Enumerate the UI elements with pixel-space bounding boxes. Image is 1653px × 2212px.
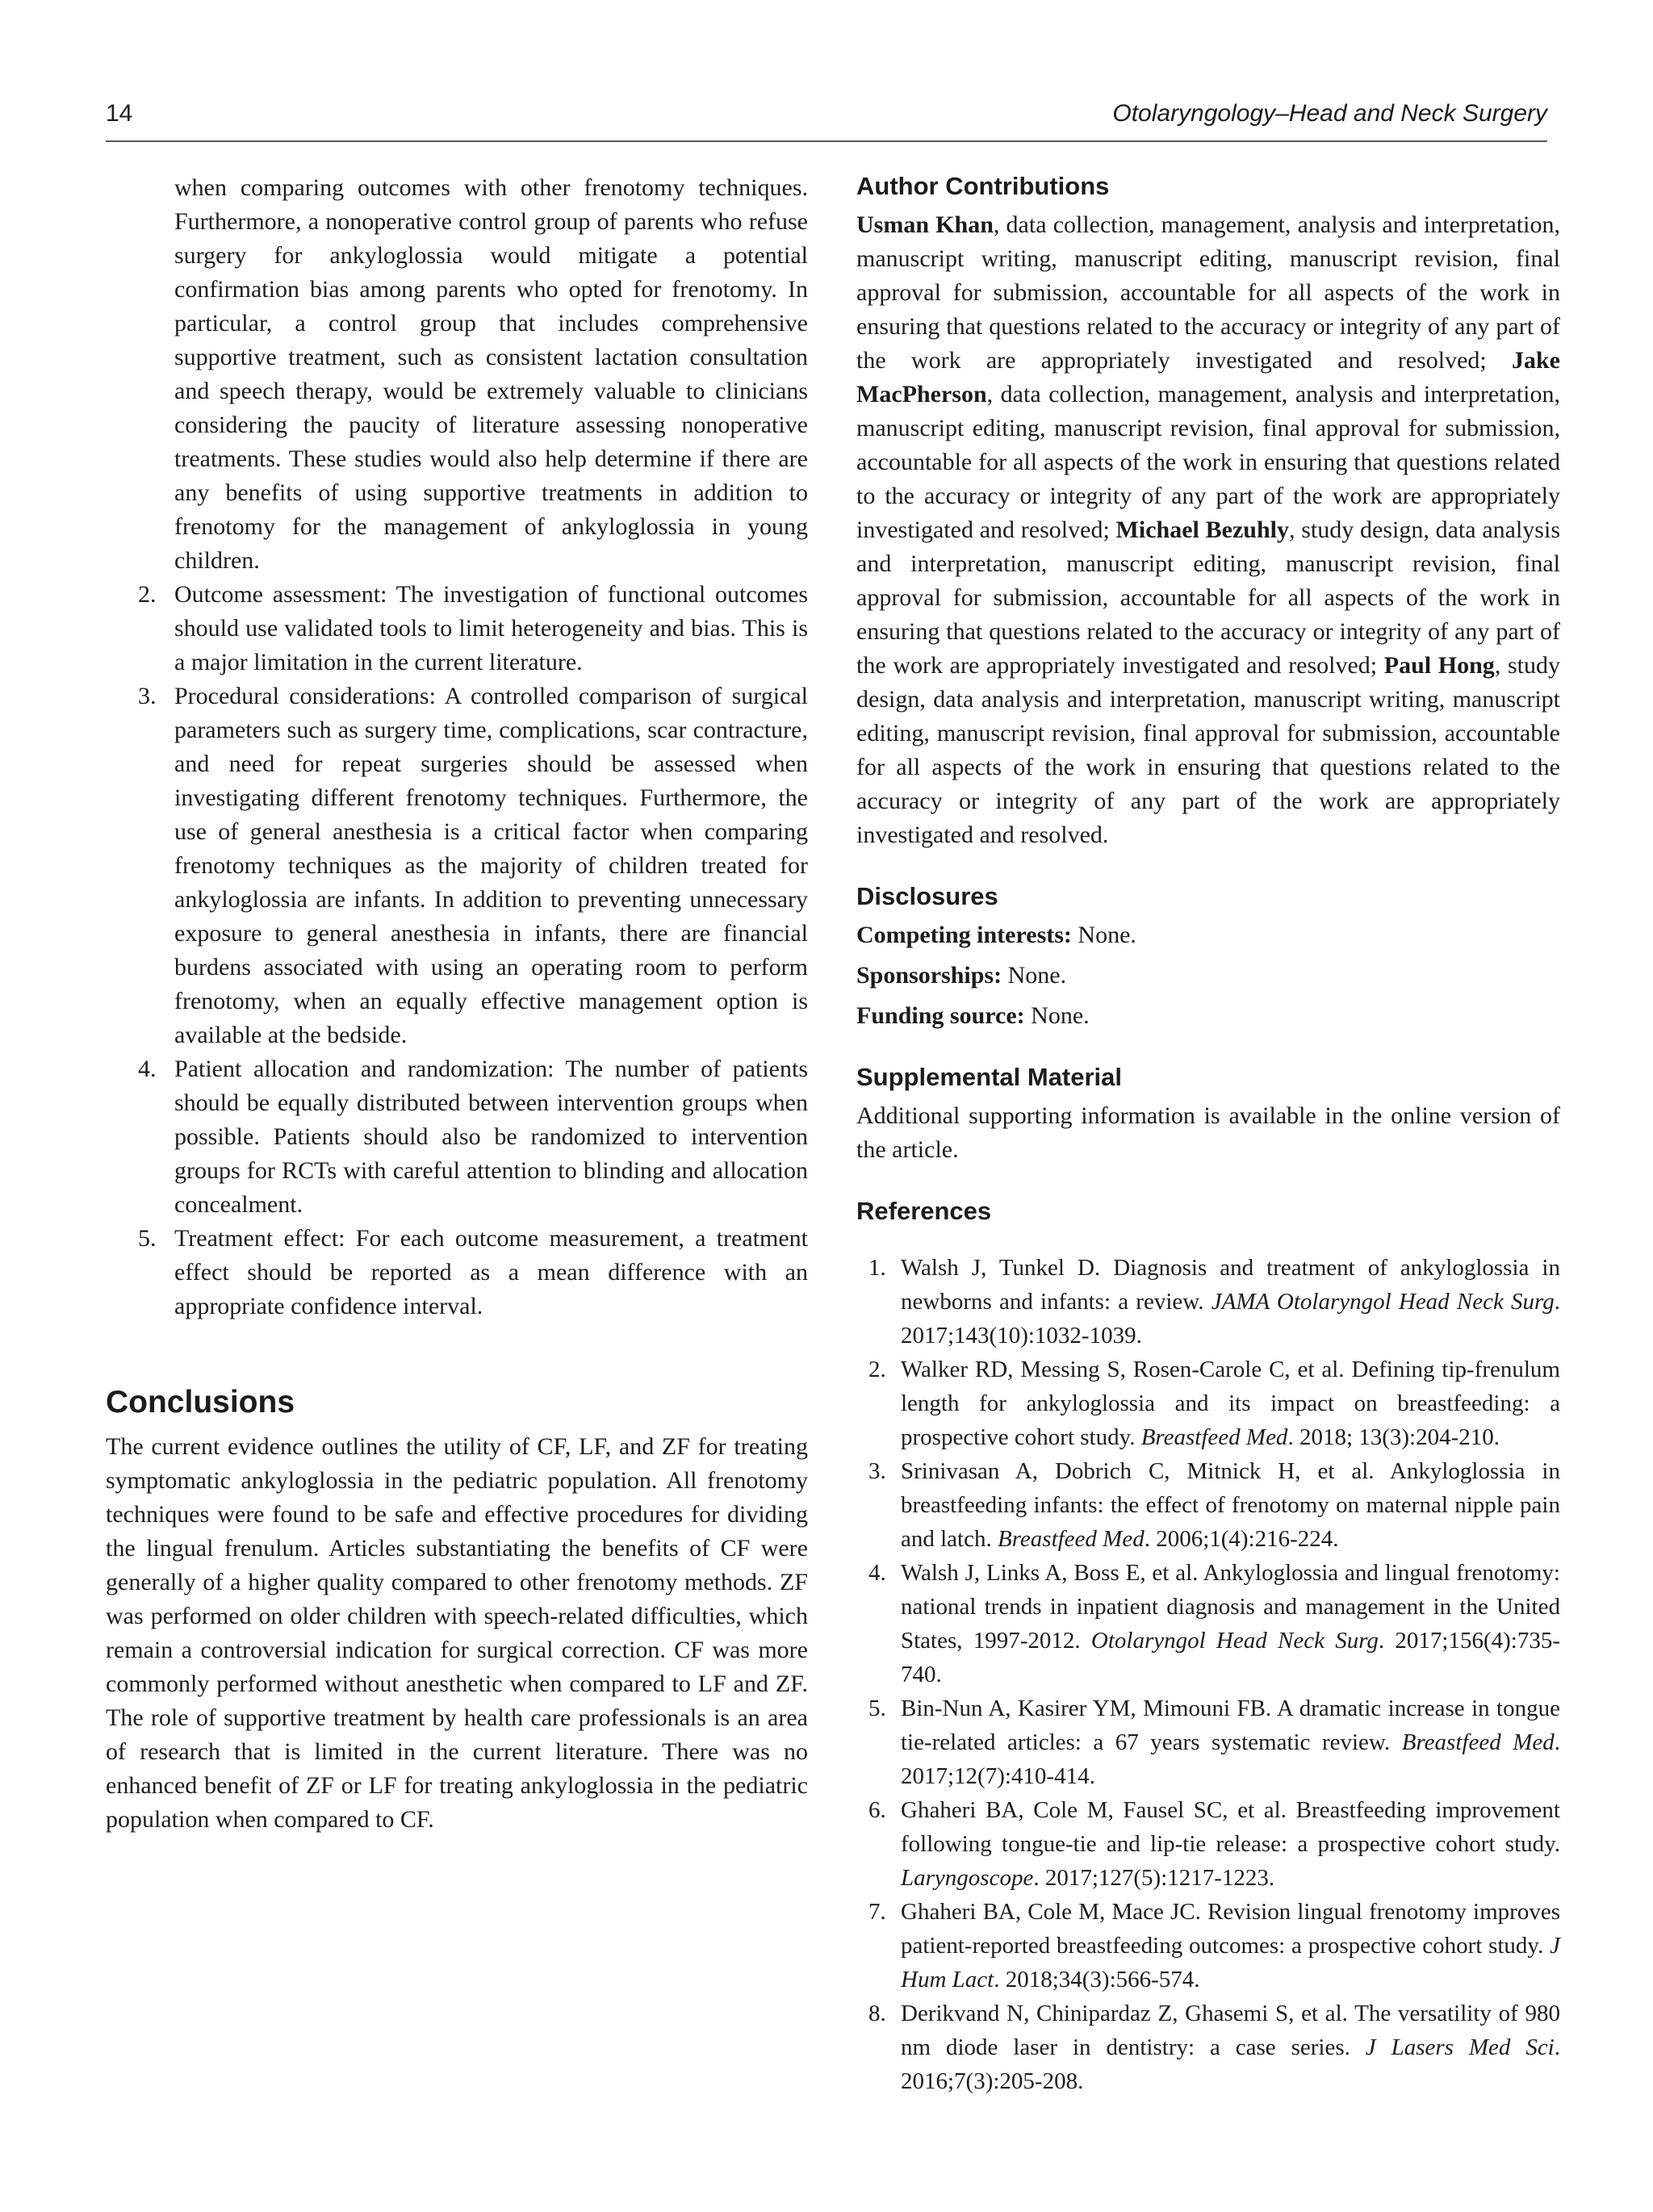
reference-journal: JAMA Otolaryngol Head Neck Surg xyxy=(1211,1289,1555,1315)
author-role: , study design, data analysis and interpretation, manuscript writing, manuscript editing, manuscript revision, final approval for submission, accountable for all aspects of the work in ensuring that questions related to the accuracy or integrity of any part of the work are appropriately investigated and resolved. xyxy=(856,652,1560,848)
list-item-number: 2. xyxy=(138,581,157,608)
list-item-number: 4. xyxy=(138,1056,157,1082)
references-list xyxy=(856,1251,1560,2098)
disclosure-item xyxy=(856,959,1560,993)
reference-text: Ghaheri BA, Cole M, Mace JC. Revision lingual frenotomy improves patient-reported breastfeeding outcomes: a prospective cohort study. xyxy=(901,1899,1560,1959)
reference-number: 1. xyxy=(868,1255,886,1281)
author-contributions-heading: Author Contributions xyxy=(856,172,1110,200)
running-header xyxy=(106,95,1547,142)
disclosure-value: None. xyxy=(1002,962,1067,989)
reference-item xyxy=(856,1556,1560,1691)
list-item xyxy=(106,1052,808,1222)
reference-journal: J Hum Lact xyxy=(901,1933,1560,1992)
reference-item xyxy=(856,1454,1560,1556)
reference-text: Walker RD, Messing S, Rosen-Carole C, et al. Defining tip-frenulum length for ankyloglossia and its impact on breastfeeding: a prospective cohort study. xyxy=(901,1357,1560,1450)
list-item-text: Treatment effect: For each outcome measurement, a treatment effect should be reported as a mean difference with an appropriate confidence interval. xyxy=(174,1225,808,1319)
list-item xyxy=(106,578,808,679)
supplemental-text: Additional supporting information is available in the online version of the article. xyxy=(856,1102,1560,1163)
author-contributions-text xyxy=(856,208,1560,852)
list-item xyxy=(106,679,808,1052)
continued-item-text: when comparing outcomes with other frenotomy techniques. Furthermore, a nonoperative control group of parents who refuse surgery for ankyloglossia would mitigate a potential confirmation bias among parents who opted for frenotomy. In particular, a control group that includes comprehensive supportive treatment, such as consistent lactation consultation and speech therapy, would be extremely valuable to clinicians considering the paucity of literature assessing nonoperative treatments. These studies would also help determine if there are any benefits of using supportive treatments in addition to frenotomy for the management of ankyloglossia in young children. xyxy=(174,174,808,574)
reference-item xyxy=(856,1353,1560,1454)
conclusions-text: The current evidence outlines the utility of CF, LF, and ZF for treating symptomatic ankyloglossia in the pediatric population. All frenotomy techniques were found to be safe and effective procedures for dividing the lingual frenulum. Articles substantiating the benefits of CF were generally of a higher quality compared to other frenotomy methods. ZF was performed on older children with speech-related difficulties, which remain a controversial indication for surgical correction. CF was more commonly performed without anesthetic when compared to LF and ZF. The role of supportive treatment by health care professionals is an area of research that is limited in the current literature. There was no enhanced benefit of ZF or LF for treating ankyloglossia in the pediatric population when compared to CF. xyxy=(106,1433,808,1833)
reference-journal: Breastfeed Med xyxy=(997,1526,1145,1552)
disclosure-item xyxy=(856,999,1560,1033)
author-role: , data collection, management, analysis and interpretation, manuscript editing, manuscript revision, final approval for submission, accountable for all aspects of the work in ensuring that questions related to the accuracy or integrity of any part of the work are appropriately investigated and resolved; xyxy=(856,381,1560,543)
disclosures-list xyxy=(856,918,1560,1033)
reference-item xyxy=(856,1997,1560,2098)
list-item-number: 3. xyxy=(138,683,157,709)
reference-journal: Breastfeed Med xyxy=(1140,1424,1288,1450)
author-role: , data collection, management, analysis and interpretation, manuscript writing, manuscript editing, manuscript revision, final approval for submission, accountable for all aspects of the work in ensuring that questions related to the accuracy or integrity of any part of the work are appropriately investigated and resolved; xyxy=(856,211,1560,374)
reference-item xyxy=(856,1895,1560,1997)
reference-item xyxy=(856,1251,1560,1353)
reference-citation: . 2017;156(4):735-740. xyxy=(901,1628,1560,1687)
reference-item xyxy=(856,1691,1560,1793)
reference-item xyxy=(856,1793,1560,1895)
reference-citation: . 2016;7(3):205-208. xyxy=(901,2034,1560,2094)
reference-citation: . 2006;1(4):216-224. xyxy=(1144,1526,1339,1552)
reference-journal: Laryngoscope xyxy=(901,1865,1034,1891)
reference-journal: Otolaryngol Head Neck Surg xyxy=(1090,1628,1379,1654)
reference-text: Srinivasan A, Dobrich C, Mitnick H, et al. Ankyloglossia in breastfeeding infants: the effect of frenotomy on maternal nipple pain and latch. xyxy=(901,1458,1560,1552)
disclosures-heading: Disclosures xyxy=(856,882,998,910)
list-item-text: Outcome assessment: The investigation of functional outcomes should use validated tools to limit heterogeneity and bias. This is a major limitation in the current literature. xyxy=(174,581,808,675)
list-item-text: Procedural considerations: A controlled comparison of surgical parameters such as surgery time, complications, scar contracture, and need for repeat surgeries should be assessed when investigating different frenotomy techniques. Furthermore, the use of general anesthesia is a critical factor when comparing frenotomy techniques as the majority of children treated for ankyloglossia are infants. In addition to preventing unnecessary exposure to general anesthesia in infants, there are financial burdens associated with using an operating room to perform frenotomy, when an equally effective management option is available at the bedside. xyxy=(174,683,808,1048)
disclosure-label: Funding source: xyxy=(856,1002,1025,1029)
reference-text: Walsh J, Links A, Boss E, et al. Ankyloglossia and lingual frenotomy: national trends in inpatient diagnosis and management in the United States, 1997-2012. xyxy=(901,1560,1560,1654)
journal-title: Otolaryngology–Head and Neck Surgery xyxy=(1112,100,1547,127)
disclosure-label: Sponsorships: xyxy=(856,962,1002,989)
disclosure-item xyxy=(856,918,1560,952)
reference-journal: J Lasers Med Sci xyxy=(1365,2034,1555,2060)
reference-journal: Breastfeed Med xyxy=(1401,1729,1555,1755)
author-name: Michael Bezuhly xyxy=(1115,516,1289,543)
left-column xyxy=(106,171,808,1837)
list-item xyxy=(106,1222,808,1323)
supplemental-heading: Supplemental Material xyxy=(856,1063,1123,1091)
reference-text: Bin-Nun A, Kasirer YM, Mimouni FB. A dramatic increase in tongue tie-related articles: a 67 years systematic review. xyxy=(901,1696,1560,1755)
reference-citation: . 2017;12(7):410-414. xyxy=(901,1729,1560,1789)
disclosure-value: None. xyxy=(1024,1002,1090,1029)
reference-citation: . 2018;34(3):566-574. xyxy=(994,1967,1200,1992)
author-name: Usman Khan xyxy=(856,211,994,238)
reference-citation: . 2017;127(5):1217-1223. xyxy=(1033,1865,1275,1891)
reference-number: 3. xyxy=(868,1458,886,1484)
reference-text: Derikvand N, Chinipardaz Z, Ghasemi S, et al. The versatility of 980 nm diode laser in dentistry: a case series. xyxy=(901,2001,1560,2060)
disclosure-label: Competing interests: xyxy=(856,922,1072,948)
disclosure-value: None. xyxy=(1071,922,1136,948)
reference-number: 7. xyxy=(868,1899,886,1925)
author-name: Paul Hong xyxy=(1383,652,1495,679)
reference-number: 2. xyxy=(868,1357,886,1382)
right-column xyxy=(856,171,1560,2098)
reference-number: 5. xyxy=(868,1696,886,1721)
author-name: Jake MacPherson xyxy=(856,347,1560,408)
list-item-number: 5. xyxy=(138,1225,157,1252)
reference-number: 6. xyxy=(868,1797,886,1823)
reference-text: Walsh J, Tunkel D. Diagnosis and treatment of ankyloglossia in newborns and infants: a review. xyxy=(901,1255,1560,1315)
list-item-text: Patient allocation and randomization: The number of patients should be equally distributed between intervention groups when possible. Patients should also be randomized to intervention groups for RCTs with careful attention to blinding and allocation concealment. xyxy=(174,1056,808,1218)
reference-citation: . 2017;143(10):1032-1039. xyxy=(901,1289,1561,1349)
recommendations-list xyxy=(106,578,808,1323)
reference-citation: . 2018; 13(3):204-210. xyxy=(1287,1424,1500,1450)
reference-text: Ghaheri BA, Cole M, Fausel SC, et al. Breastfeeding improvement following tongue-tie and lip-tie release: a prospective cohort study. xyxy=(901,1797,1560,1857)
reference-number: 8. xyxy=(868,2001,886,2026)
reference-number: 4. xyxy=(868,1560,886,1586)
author-role: , study design, data analysis and interpretation, manuscript editing, manuscript revision, final approval for submission, accountable for all aspects of the work in ensuring that questions related to the accuracy or integrity of any part of the work are appropriately investigated and resolved; xyxy=(856,516,1560,679)
page-number: 14 xyxy=(106,100,133,127)
references-heading: References xyxy=(856,1197,992,1225)
conclusions-heading: Conclusions xyxy=(106,1385,295,1420)
